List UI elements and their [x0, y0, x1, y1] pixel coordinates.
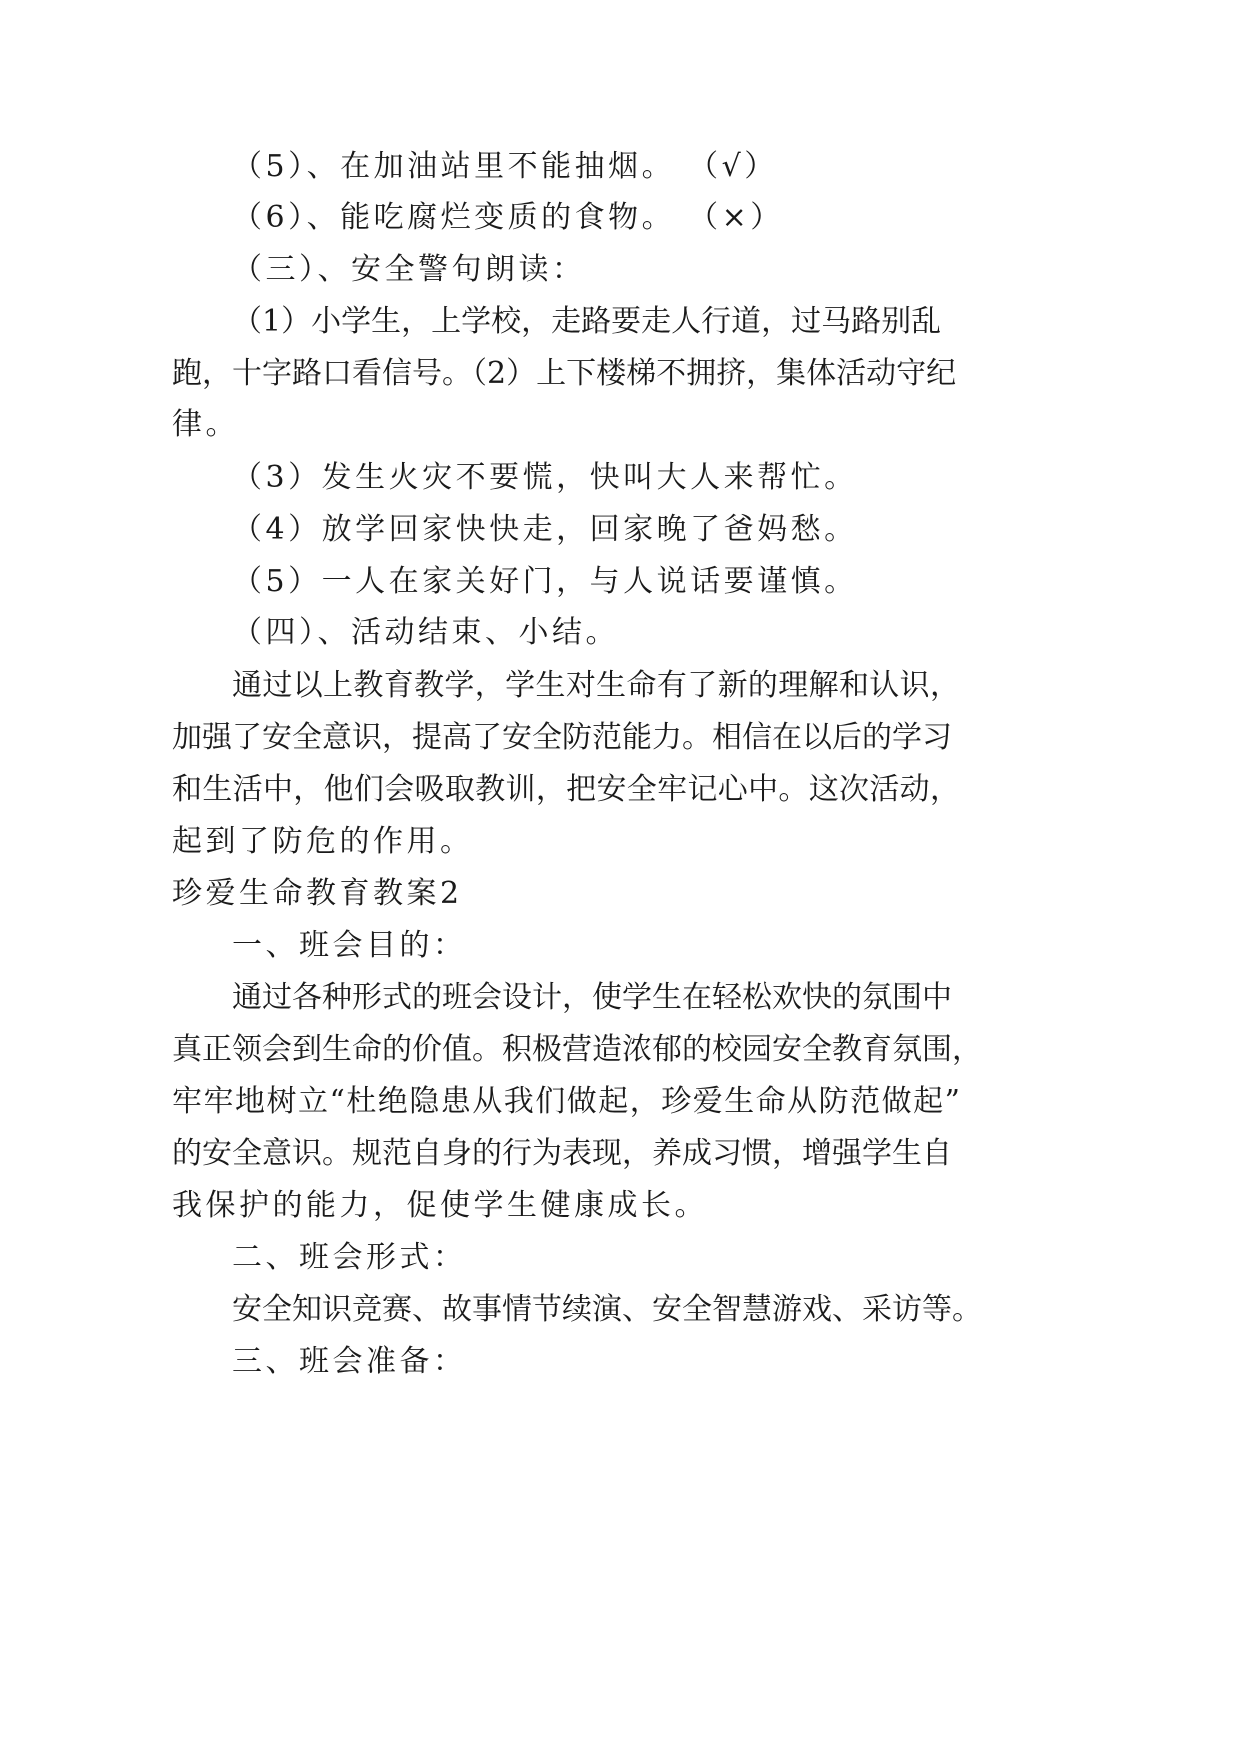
text-line: 安全知识竞赛、故事情节续演、安全智慧游戏、采访等。: [232, 1292, 982, 1327]
text-line: （3）发生火灾不要慌，快叫大人来帮忙。: [232, 460, 858, 495]
text-line: （5）一人在家关好门，与人说话要谨慎。: [232, 564, 858, 599]
text-line: 跑，十字路口看信号。（2）上下楼梯不拥挤，集体活动守纪: [172, 356, 957, 391]
text-line: （4）放学回家快快走，回家晚了爸妈愁。: [232, 512, 858, 547]
text-line: 起到了防危的作用。: [172, 824, 474, 859]
text-line: 通过各种形式的班会设计，使学生在轻松欢快的氛围中: [232, 980, 952, 1015]
text-line: 我保护的能力，促使学生健康成长。: [172, 1188, 708, 1223]
text-line: 真正领会到生命的价值。积极营造浓郁的校园安全教育氛围，: [172, 1032, 982, 1067]
text-line: 和生活中，他们会吸取教训，把安全牢记心中。这次活动，: [172, 772, 960, 807]
document-title: 珍爱生命教育教案2: [172, 876, 463, 911]
text-line: （1）小学生，上学校，走路要走人行道，过马路别乱: [232, 304, 942, 339]
section-heading: 二、班会形式：: [232, 1240, 467, 1275]
section-heading: （三）、安全警句朗读：: [232, 252, 586, 287]
text-line: 通过以上教育教学，学生对生命有了新的理解和认识，: [232, 668, 960, 703]
section-heading: 一、班会目的：: [232, 928, 467, 963]
section-heading: 三、班会准备：: [232, 1344, 467, 1379]
text-line: 的安全意识。规范自身的行为表现，养成习惯，增强学生自: [172, 1136, 952, 1171]
text-line: 律。: [172, 407, 239, 442]
text-line: 牢牢地树立“杜绝隐患从我们做起，珍爱生命从防范做起”: [172, 1084, 960, 1119]
text-line: （5）、在加油站里不能抽烟。 （√）: [232, 149, 778, 184]
text-line: （6）、能吃腐烂变质的食物。 （×）: [232, 200, 784, 235]
text-line: 加强了安全意识，提高了安全防范能力。相信在以后的学习: [172, 720, 952, 755]
section-heading: （四）、活动结束、小结。: [232, 615, 619, 650]
